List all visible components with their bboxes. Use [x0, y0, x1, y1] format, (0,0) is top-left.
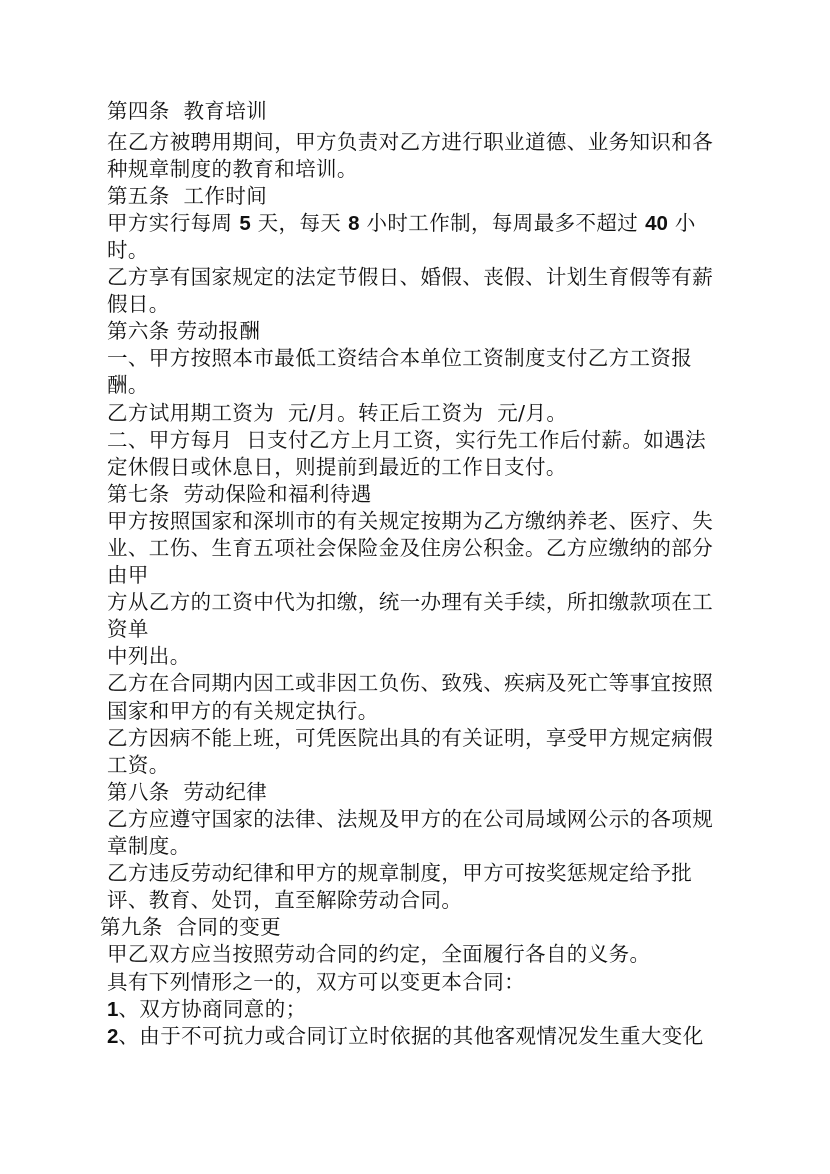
paragraph-line: 二、甲方每月 日支付乙方上月工资，实行先工作后付薪。如遇法	[107, 427, 707, 452]
contract-text	[0, 98, 830, 1050]
paragraph-line: 一、甲方按照本市最低工资结合本单位工资制度支付乙方工资报	[107, 346, 693, 371]
paragraph-line: 中列出。	[107, 644, 191, 669]
paragraph-line: 具有下列情形之一的，双方可以变更本合同：	[107, 969, 525, 994]
list-number: 1	[107, 997, 119, 1021]
paragraph-line: 章制度。	[107, 834, 191, 859]
paragraph-line: 定休假日或休息日，则提前到最近的工作日支付。	[107, 454, 567, 479]
working-hours-line	[0, 210, 830, 237]
list-item-text: 、由于不可抗力或合同订立时依据的其他客观情况发生重大变化	[118, 1023, 704, 1048]
text-segment: 天，每天	[250, 210, 349, 235]
paragraph-line: 甲方按照国家和深圳市的有关规定按期为乙方缴纳养老、医疗、失	[107, 508, 714, 533]
paragraph-line: 酬。	[107, 373, 149, 398]
article-4-heading: 第四条 教育培训	[107, 99, 268, 123]
article-6-heading: 第六条 劳动报酬	[107, 319, 261, 344]
list-number: 2	[107, 1024, 119, 1048]
text-segment: 甲方实行每周	[107, 210, 240, 235]
article-5-heading: 第五条 工作时间	[107, 183, 268, 208]
max-weekly-hours-number: 40	[645, 211, 668, 235]
salary-line: 乙方试用期工资为 元/月。转正后工资为 元/月。	[107, 400, 568, 425]
paragraph-line: 资单	[107, 617, 149, 642]
list-item	[0, 1023, 830, 1050]
article-8-heading: 第八条 劳动纪律	[107, 779, 268, 804]
paragraph-line: 业、工伤、生育五项社会保险金及住房公积金。乙方应缴纳的部分	[107, 536, 714, 560]
text-segment: 小时工作制，每周最多不超过	[359, 210, 646, 235]
paragraph-line: 乙方应遵守国家的法律、法规及甲方的在公司局域网公示的各项规	[107, 806, 714, 831]
paragraph-line: 工资。	[107, 752, 170, 777]
paragraph-line: 由甲	[107, 563, 149, 588]
paragraph-line: 方从乙方的工资中代为扣缴，统一办理有关手续，所扣缴款项在工	[107, 590, 714, 615]
days-per-week-number: 5	[239, 211, 251, 235]
list-item-text: 、双方协商同意的；	[118, 996, 307, 1021]
list-item	[0, 996, 830, 1023]
paragraph-line: 国家和甲方的有关规定执行。	[107, 698, 379, 723]
paragraph-line: 乙方享有国家规定的法定节假日、婚假、丧假、计划生育假等有薪	[107, 265, 714, 290]
paragraph-line: 甲乙双方应当按照劳动合同的约定，全面履行各自的义务。	[107, 942, 651, 967]
paragraph-line: 时。	[107, 237, 149, 262]
paragraph-line: 乙方因病不能上班，可凭医院出具的有关证明，享受甲方规定病假	[107, 725, 714, 750]
article-9-heading: 第九条 合同的变更	[100, 915, 282, 940]
text-segment: 小	[667, 210, 696, 235]
paragraph-line: 乙方在合同期内因工或非因工负伤、致残、疾病及死亡等事宜按照	[107, 671, 714, 696]
paragraph-line: 种规章制度的教育和培训。	[107, 156, 358, 181]
article-7-heading: 第七条 劳动保险和福利待遇	[107, 481, 372, 506]
paragraph-line: 在乙方被聘用期间，甲方负责对乙方进行职业道德、业务知识和各	[107, 129, 714, 154]
paragraph-line: 乙方违反劳动纪律和甲方的规章制度，甲方可按奖惩规定给予批	[107, 861, 693, 886]
hours-per-day-number: 8	[348, 211, 360, 235]
paragraph-line: 评、教育、处罚，直至解除劳动合同。	[107, 888, 463, 913]
paragraph-line: 假日。	[107, 292, 170, 317]
